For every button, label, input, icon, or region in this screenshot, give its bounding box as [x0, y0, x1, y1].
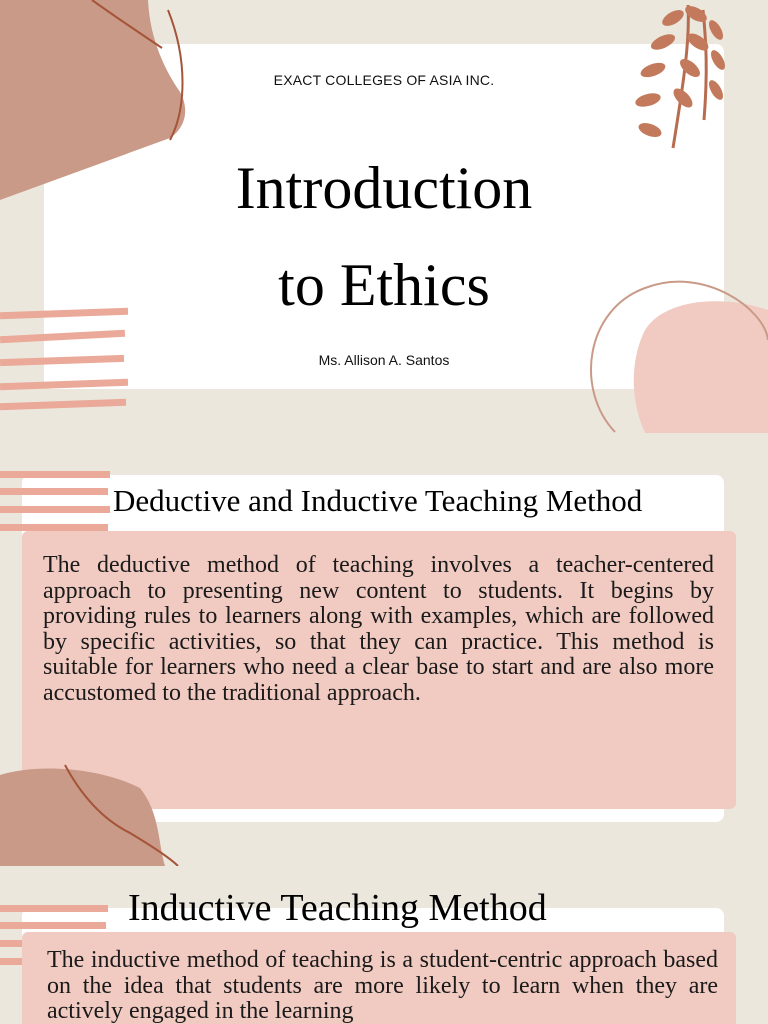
title-line-2: to Ethics: [278, 252, 490, 318]
bottom-left-blob-shape: [0, 763, 180, 866]
title-slide: [0, 0, 768, 433]
org-name: EXACT COLLEGES OF ASIA INC.: [273, 72, 495, 88]
paragraph-container: [47, 948, 718, 1024]
inductive-paragraph: The inductive method of teaching is a student-centric approach based on the idea that students are more likely to learn when they are actively engaged in the learning: [47, 947, 718, 1024]
slide-title: [0, 140, 768, 334]
author-name: Ms. Allison A. Santos: [318, 352, 450, 368]
deductive-slide: [0, 433, 768, 866]
inductive-slide: [0, 866, 768, 1024]
title-line-1: Introduction: [235, 155, 533, 221]
section-heading: Inductive Teaching Method: [128, 887, 547, 929]
left-stripe-lines: [0, 468, 115, 538]
paragraph-container: [43, 553, 714, 706]
deductive-paragraph: The deductive method of teaching involves a teacher-centered approach to presenting new content to students. It begins by providing rules to learners along with examples, which are followed by specific activities, so that they can practice. This method is suitable for learners who need a clear base to start and are also more accustomed to the traditional approach.: [43, 552, 714, 706]
section-heading: Deductive and Inductive Teaching Method: [113, 483, 643, 518]
